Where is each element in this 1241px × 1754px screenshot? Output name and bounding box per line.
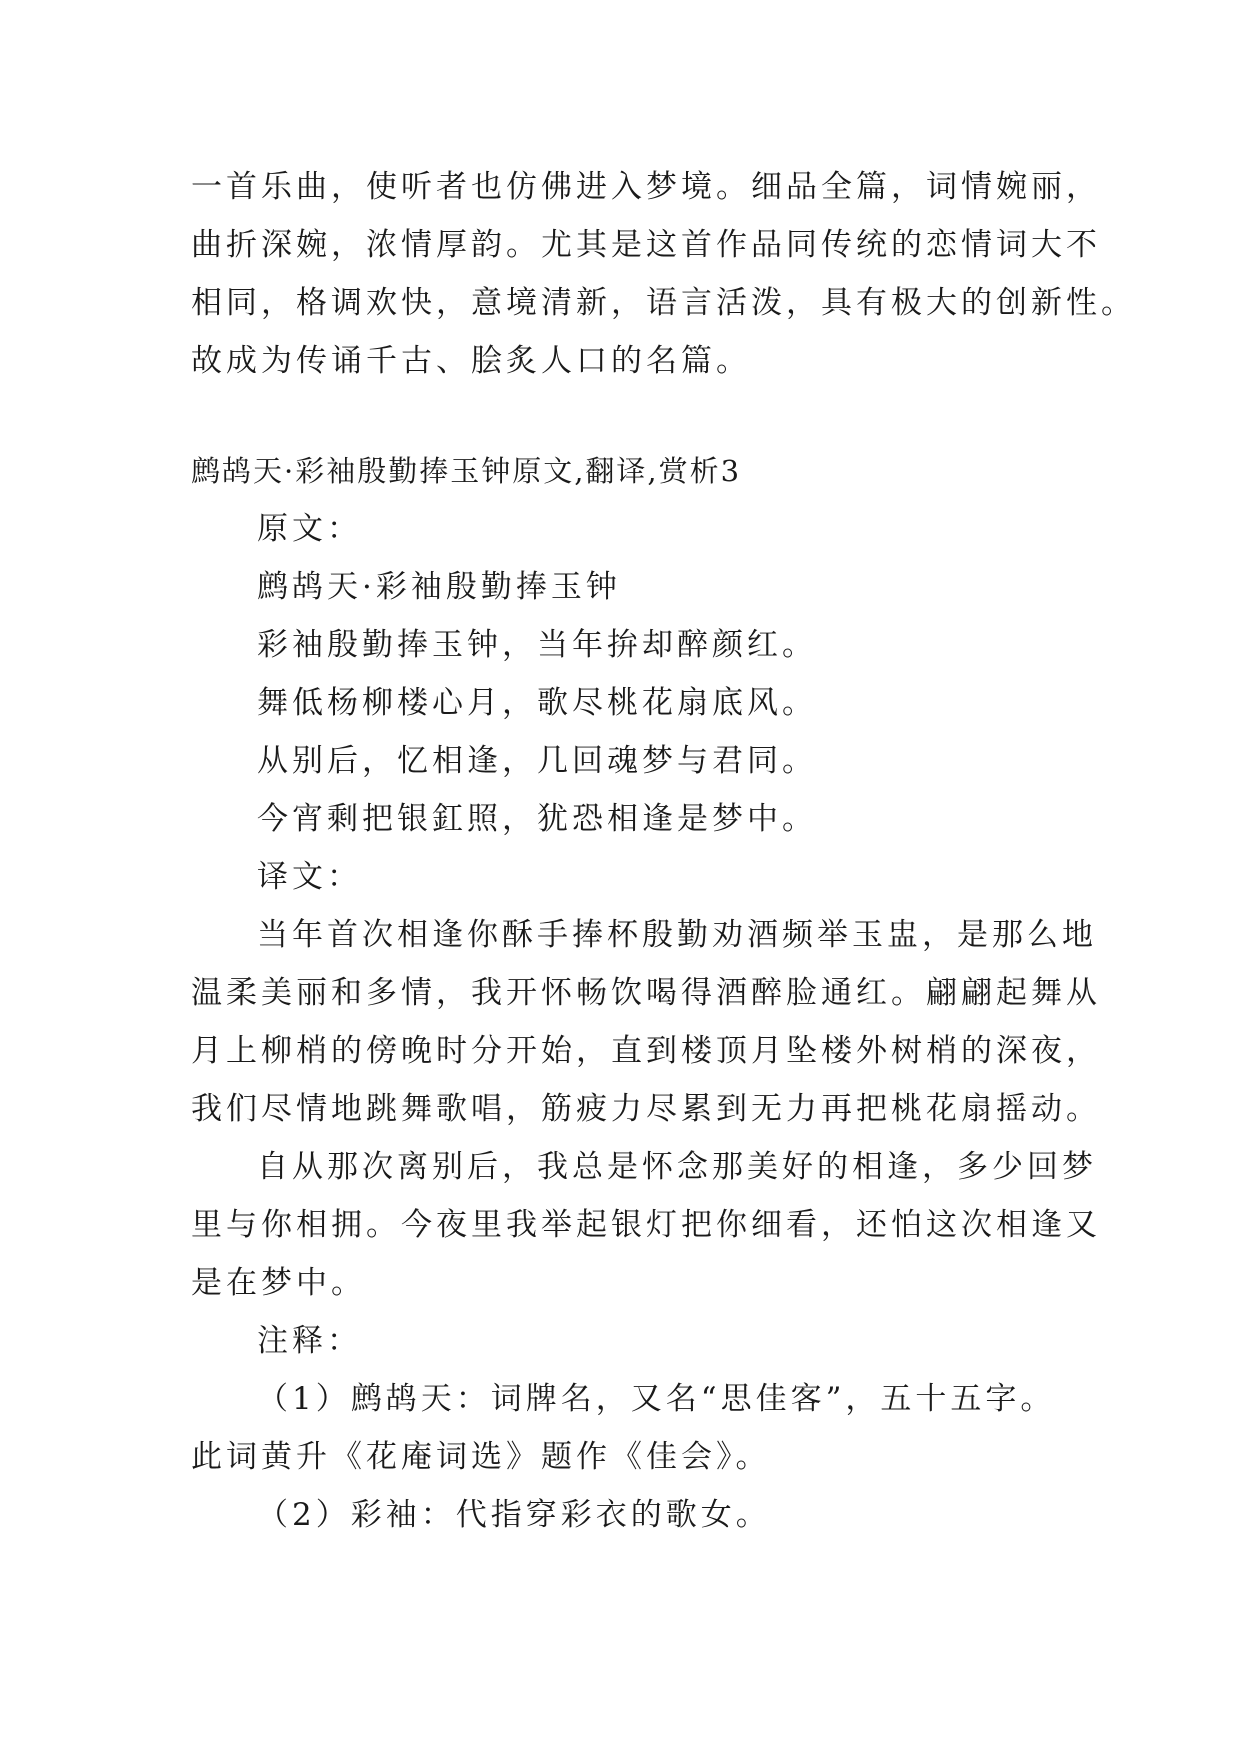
intro-line: 故成为传诵千古、脍炙人口的名篇。 bbox=[191, 343, 751, 379]
poem-line: 彩袖殷勤捧玉钟，当年拚却醉颜红。 bbox=[257, 627, 817, 663]
original-label: 原文： bbox=[257, 511, 362, 547]
translation-paragraph-2 bbox=[191, 1138, 1101, 1312]
translation-line: 我们尽情地跳舞歌唱，筋疲力尽累到无力再把桃花扇摇动。 bbox=[191, 1091, 1101, 1127]
poem-title: 鹧鸪天·彩袖殷勤捧玉钟 bbox=[257, 569, 621, 605]
translation-line: 温柔美丽和多情，我开怀畅饮喝得酒醉脸通红。翩翩起舞从 bbox=[191, 975, 1101, 1011]
translation-line: 月上柳梢的傍晚时分开始，直到楼顶月坠楼外树梢的深夜， bbox=[191, 1033, 1101, 1069]
translation-line: 自从那次离别后，我总是怀念那美好的相逢，多少回梦 bbox=[257, 1149, 1097, 1185]
translation-line: 里与你相拥。今夜里我举起银灯把你细看，还怕这次相逢又 bbox=[191, 1207, 1101, 1243]
intro-paragraph bbox=[191, 158, 1136, 390]
poem-body bbox=[191, 616, 1071, 848]
intro-line: 曲折深婉，浓情厚韵。尤其是这首作品同传统的恋情词大不 bbox=[191, 227, 1101, 263]
translation-label: 译文： bbox=[257, 859, 362, 895]
translation-paragraph-1 bbox=[191, 906, 1101, 1138]
translation-line: 是在梦中。 bbox=[191, 1265, 366, 1301]
document-body bbox=[191, 158, 1136, 1544]
poem-line: 从别后，忆相逢，几回魂梦与君同。 bbox=[257, 743, 817, 779]
note-line: 此词黄升《花庵词选》题作《佳会》。 bbox=[191, 1439, 771, 1475]
poem-line: 舞低杨柳楼心月，歌尽桃花扇底风。 bbox=[257, 685, 817, 721]
translation-line: 当年首次相逢你酥手捧杯殷勤劝酒频举玉盅，是那么地 bbox=[257, 917, 1097, 953]
section-title: 鹧鸪天·彩袖殷勤捧玉钟原文,翻译,赏析3 bbox=[191, 454, 742, 488]
note-line: （1）鹧鸪天：词牌名，又名“思佳客”，五十五字。 bbox=[257, 1381, 1056, 1417]
intro-line: 一首乐曲，使听者也仿佛进入梦境。细品全篇，词情婉丽， bbox=[191, 169, 1101, 205]
note-2: （2）彩袖：代指穿彩衣的歌女。 bbox=[257, 1497, 771, 1533]
poem-line: 今宵剩把银釭照，犹恐相逢是梦中。 bbox=[257, 801, 817, 837]
note-1 bbox=[191, 1370, 1071, 1486]
notes-label: 注释： bbox=[257, 1323, 362, 1359]
intro-line: 相同，格调欢快，意境清新，语言活泼，具有极大的创新性。 bbox=[191, 285, 1136, 321]
